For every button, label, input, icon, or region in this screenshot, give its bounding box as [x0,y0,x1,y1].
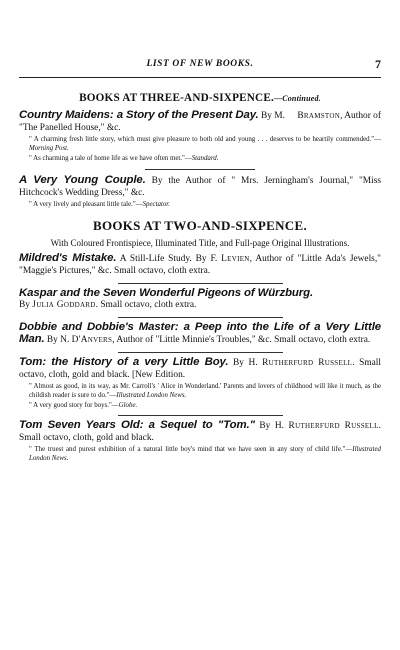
review-source: Spectator. [142,201,170,209]
running-head [19,56,381,78]
review-text: " A very good story for boys."— [29,402,119,410]
review-quote [19,154,381,163]
book-author: Levien [221,254,250,265]
review-quote [19,445,381,463]
book-details: , Author of "The Panelled House," &c. [19,111,381,133]
book-details: . Small octavo, cloth extra. [95,300,197,311]
book-list-page [0,56,400,650]
book-details: By the Author of " Mrs. Jerningham's Journal," "Miss Hitchcock's Wedding Dress," &c. [19,176,382,198]
review-quote [19,401,381,410]
book-title: Dobbie and Dobbie's Master: a Peep into the Life of a Very Little Man. [19,320,381,346]
page-number: 7 [375,57,381,71]
review-quote [19,200,381,209]
review-text: " Almost as good, in its way, as Mr. Carroll's ' Alice in Wonderland.' Parents and lovers of childhood will like it much, as the childish reader is sure to do."— [29,383,381,400]
review-source: Globe. [118,402,138,410]
book-entry-a-very-young-couple [19,175,381,209]
book-entry-main [19,357,381,381]
book-entry-tom [19,357,381,410]
book-entry-mildreds-mistake [19,253,381,277]
book-title: Mildred's Mistake. [19,252,117,265]
continued-label: —Continued. [274,94,321,103]
section-title-text: BOOKS AT THREE-AND-SIXPENCE. [79,92,274,104]
book-entry-dobbie [19,322,381,347]
review-text: " A charming fresh little story, which must give pleasure to both old and young . . . deserves to be heartily commended."— [29,136,381,144]
divider-rule [145,169,255,170]
book-entry-main [19,420,381,444]
book-entry-main [19,253,381,277]
running-head-title: LIST OF NEW BOOKS. [146,59,254,69]
review-source: Morning Post. [29,145,69,153]
book-by: By [19,300,33,311]
book-entry-tom-seven-years-old [19,420,381,463]
book-entry-main [19,175,381,199]
book-by: By M. [258,111,285,121]
book-title: Kaspar and the Seven Wonderful Pigeons of Würzburg. [19,286,314,299]
review-source: Illustrated London News. [116,392,187,400]
divider-rule [118,283,283,284]
book-author: D'Anvers [71,335,113,346]
book-title: A Very Young Couple. [19,174,146,187]
book-details: . Small octavo, cloth, gold and black. [New Edition. [19,357,381,380]
review-source: Illustrated London News. [29,446,381,463]
divider-rule [118,352,283,353]
book-author: Rutherfurd Russell [288,421,379,432]
book-entry-main [19,288,381,312]
book-details: . Small octavo, cloth, gold and black. [19,421,381,443]
book-details: , Author of "Little Minnie's Troubles," &c. Small octavo, cloth extra. [112,335,371,346]
review-quote [19,135,381,153]
book-details: , Author of "Little Ada's Jewels," "Maggie's Pictures," &c. Small octavo, cloth extra. [19,254,381,276]
review-text: " The truest and purest exhibition of a natural little boy's mind that we have seen in any story of child life."— [29,446,353,454]
book-author: Rutherfurd Russell [262,357,353,368]
book-entry-main [19,110,381,134]
book-title: Country Maidens: a Story of the Present Day. [19,109,259,121]
book-author: Julia Goddard [32,300,96,311]
book-by: A Still-Life Study. By F. [116,254,222,265]
book-title: Tom Seven Years Old: a Sequel to "Tom." [19,419,255,432]
review-text: " As charming a tale of home life as we have often met."— [29,155,192,163]
book-title: Tom: the History of a very Little Boy. [19,355,229,368]
book-by: By H. [254,421,289,432]
book-by: By H. [228,357,263,368]
review-source: Standard. [191,155,219,163]
section-note: With Coloured Frontispiece, Illuminated Title, and Full-page Original Illustrations. [50,238,350,249]
divider-rule [118,317,283,318]
section-two-and-sixpence-title: BOOKS AT TWO-AND-SIXPENCE. [92,218,308,234]
book-entry-country-maidens [19,110,381,163]
review-quote [19,382,381,400]
book-by: By N. [44,335,72,346]
section-three-and-sixpence-title [19,92,381,104]
book-entry-main [19,322,381,347]
book-entry-kaspar [19,288,381,312]
divider-rule [118,415,283,416]
book-author: Bramston [297,111,341,121]
review-text: " A very lively and pleasant little tale."— [29,201,143,209]
